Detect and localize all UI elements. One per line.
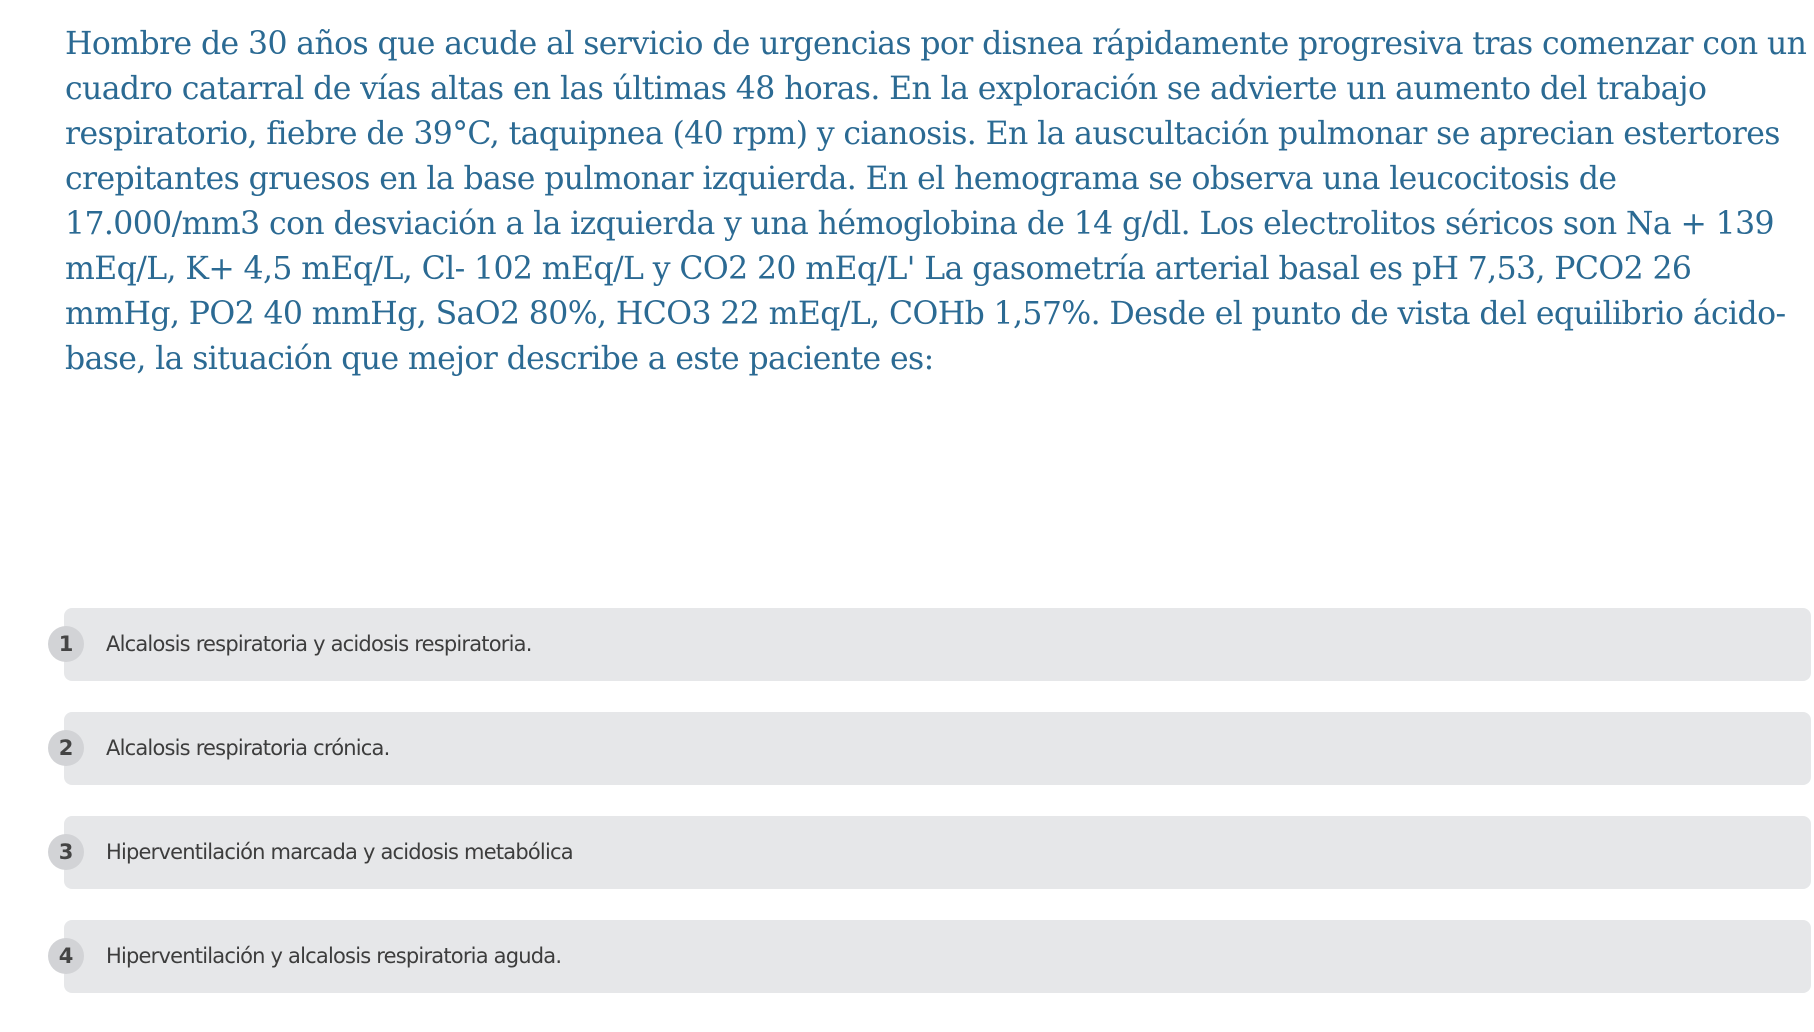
option-number-3[interactable]: 3 xyxy=(48,834,84,870)
answer-option-2[interactable] xyxy=(64,712,1811,785)
question-text: Hombre de 30 años que acude al servicio de urgencias por disnea rápidamente progresiva tras comenzar con un cuadro catarral de vías altas en las últimas 48 horas. En la exploración se advierte un aumento del trabajo respiratorio, fiebre de 39°C, taquipnea (40 rpm) y cianosis. En la auscultación pulmonar se aprecian estertores crepitantes gruesos en la base pulmonar izquierda. En el hemograma se observa una leucocitosis de 17.000/mm3 con desviación a la izquierda y una hémoglobina de 14 g/dl. Los electrolitos séricos son Na + 139 mEq/L, K+ 4,5 mEq/L, Cl- 102 mEq/L y CO2 20 mEq/L' La gasometría arterial basal es pH 7,53, PCO2 26 mmHg, PO2 40 mmHg, SaO2 80%, HCO3 22 mEq/L, COHb 1,57%. Desde el punto de vista del equilibrio ácido-base, la situación que mejor describe a este paciente es: xyxy=(65,26,1807,377)
option-label-4: Hiperventilación y alcalosis respiratoria aguda. xyxy=(106,944,562,968)
option-number-2[interactable]: 2 xyxy=(48,730,84,766)
answer-option-4[interactable] xyxy=(64,920,1811,993)
option-label-3: Hiperventilación marcada y acidosis metabólica xyxy=(106,840,573,864)
option-label-1: Alcalosis respiratoria y acidosis respiratoria. xyxy=(106,632,532,656)
answer-option-1[interactable] xyxy=(64,608,1811,681)
option-number-1[interactable]: 1 xyxy=(48,626,84,662)
answer-option-3[interactable] xyxy=(64,816,1811,889)
option-number-4[interactable]: 4 xyxy=(48,938,84,974)
option-label-2: Alcalosis respiratoria crónica. xyxy=(106,736,390,760)
